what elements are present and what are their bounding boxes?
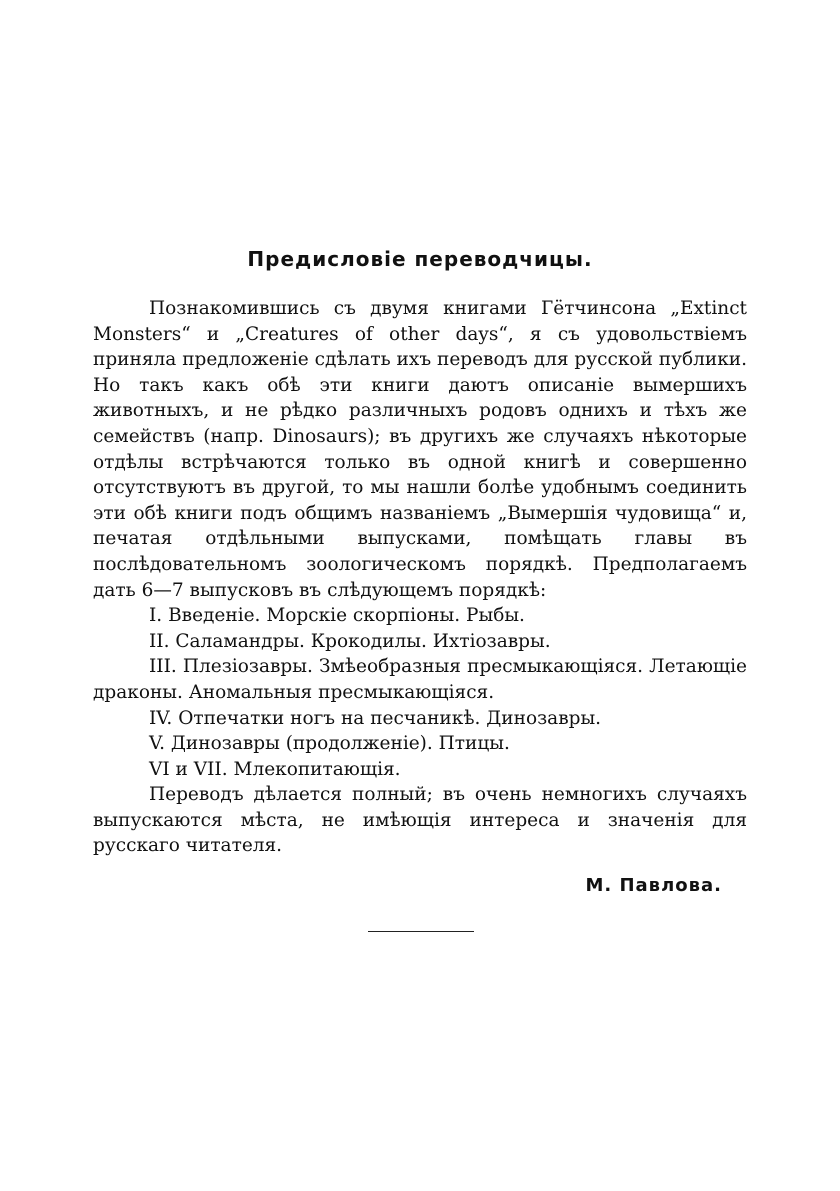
issue-item: III. Плезіозавры. Змѣеобразныя пресмыкающіяся. Летающіе драконы. Аномальныя пресмыкающіяся.	[93, 656, 747, 703]
translator-signature: М. Павлова.	[585, 875, 722, 896]
preface-body	[93, 296, 747, 859]
issue-list	[93, 603, 747, 782]
end-rule-divider	[368, 931, 474, 932]
issue-item: V. Динозавры (продолженіе). Птицы.	[149, 733, 510, 755]
issue-item: I. Введеніе. Морскіе скорпіоны. Рыбы.	[149, 605, 525, 627]
preface-title: Предисловіе переводчицы.	[247, 247, 593, 271]
issue-item: IV. Отпечатки ногъ на песчаникѣ. Динозавры.	[149, 707, 602, 729]
closing-paragraph: Переводъ дѣлается полный; въ очень немногихъ случаяхъ выпускаются мѣста, не имѣющія интереса и значенія для русскаго читателя.	[93, 784, 747, 857]
issue-item: VI и VII. Млекопитающія.	[149, 758, 401, 780]
issue-item: II. Саламандры. Крокодилы. Ихтіозавры.	[149, 630, 551, 652]
intro-paragraph: Познакомившись съ двумя книгами Гётчинсона „Extinct Monsters“ и „Creatures of other days“, я съ удовольствіемъ приняла предложеніе сдѣлать ихъ переводъ для русской публики. Но такъ какъ обѣ эти книги даютъ описаніе вымершихъ животныхъ, и не рѣдко различныхъ родовъ однихъ и тѣхъ же семействъ (напр. Dinosaurs); въ другихъ же случаяхъ нѣкоторые отдѣлы встрѣчаются только въ одной книгѣ и совершенно отсутствуютъ въ другой, то мы нашли болѣе удобнымъ соединить эти обѣ книги подъ общимъ названіемъ „Вымершія чудовища“ и, печатая отдѣльными выпусками, помѣщать главы въ послѣдовательномъ зоологическомъ порядкѣ. Предполагаемъ дать 6—7 выпусковъ въ слѣдующемъ порядкѣ:	[93, 298, 747, 601]
